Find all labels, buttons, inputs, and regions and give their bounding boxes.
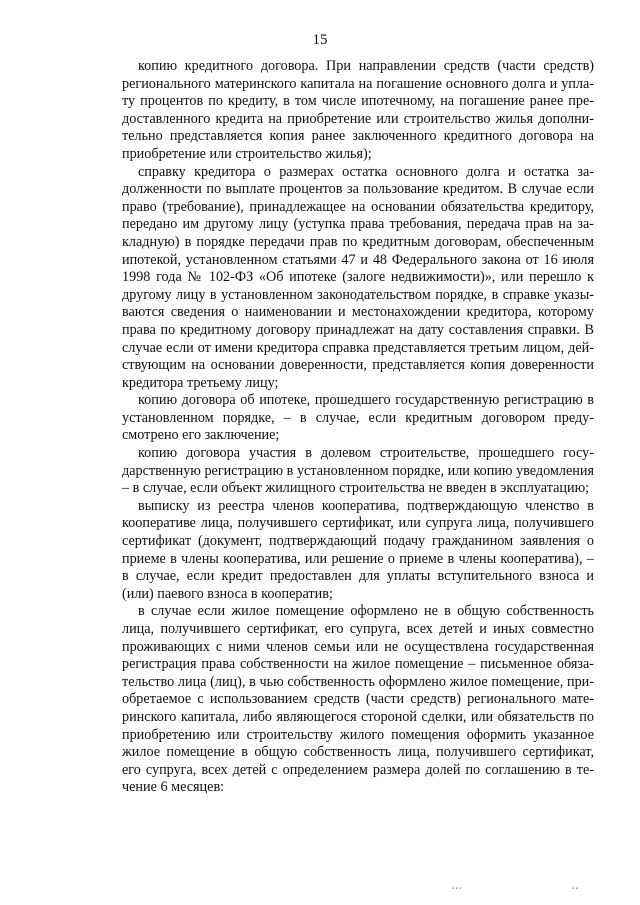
paragraph-creditor-statement: справку кредитора о размерах остатка основного долга и остатка задолженности по выплате процентов за пользование кредитом. В случае если право (требование), принадлежащее на основании обязательства кредитору, передано им другому лицу (уступка права требования, передача прав на закладную) в порядке передачи прав по кредитным договорам, обеспеченным ипотекой, установленном статьями 47 и 48 Федерального закона от 16 июля 1998 года № 102-ФЗ «Об ипотеке (залоге недвижимости)», или перешло к другому лицу в установленном законодательством порядке, в справке указываются сведения о наименовании и местонахождении кредитора, которому права по кредитному договору принадлежат на дату составления справки. В случае если от имени кредитора справка представляется третьим лицом, действующим на основании доверенности, представляется копия доверенности кредитора третьему лицу; <box>122 163 594 391</box>
scan-mark: ▪ ▪ <box>572 886 578 892</box>
paragraph-shared-construction-agreement: копию договора участия в долевом строительстве, прошедшего государственную регистрацию в установленном порядке, или копию уведомления – в случае, если объект жилищного строительства не введен в эксплуатацию; <box>122 445 594 497</box>
body-text <box>122 58 594 797</box>
page-number: 15 <box>312 32 328 48</box>
scan-mark: ▪ ▪ ▪ <box>452 886 462 892</box>
paragraph-cooperative-registry-extract: выписку из реестра членов кооператива, подтверждающую членство в кооперативе лица, получившего сертификат, или супруга лица, получившего сертификат (документ, подтверждающий подачу гражданином заявления о приеме в члены кооператива, или решение о приеме в члены кооператива), – в случае, если кредит предоставлен для уплаты вступительного взноса и (или) паевого взноса в кооператив; <box>122 497 594 602</box>
paragraph-ownership-obligation: в случае если жилое помещение оформлено не в общую собственность лица, получившего сертификат, его супруга, всех детей и иных совместно проживающих с ними членов семьи или не осуществлена государственная регистрация права собственности на жилое помещение – письменное обязательство лица (лиц), в чью собственность оформлено жилое помещение, приобретаемое с использованием средств (части средств) регионального материнского капитала, либо являющегося стороной сделки, или обязательств по приобретению или строительству жилого помещения оформить указанное жилое помещение в общую собственность лица, получившего сертификат, его супруга, всех детей с определением размера долей по соглашению в течение 6 месяцев: <box>122 603 594 796</box>
paragraph-credit-agreement-copy: копию кредитного договора. При направлении средств (части средств) регионального материнского капитала на погашение основного долга и уплату процентов по кредиту, в том числе ипотечному, на погашение ранее предоставленного кредита на приобретение или строительство жилья дополнительно представляется копия ранее заключенного кредитного договора на приобретение или строительство жилья); <box>122 58 594 162</box>
paragraph-mortgage-agreement-copy: копию договора об ипотеке, прошедшего государственную регистрацию в установленном порядке, – в случае, если кредитным договором предусмотрено его заключение; <box>122 392 594 444</box>
